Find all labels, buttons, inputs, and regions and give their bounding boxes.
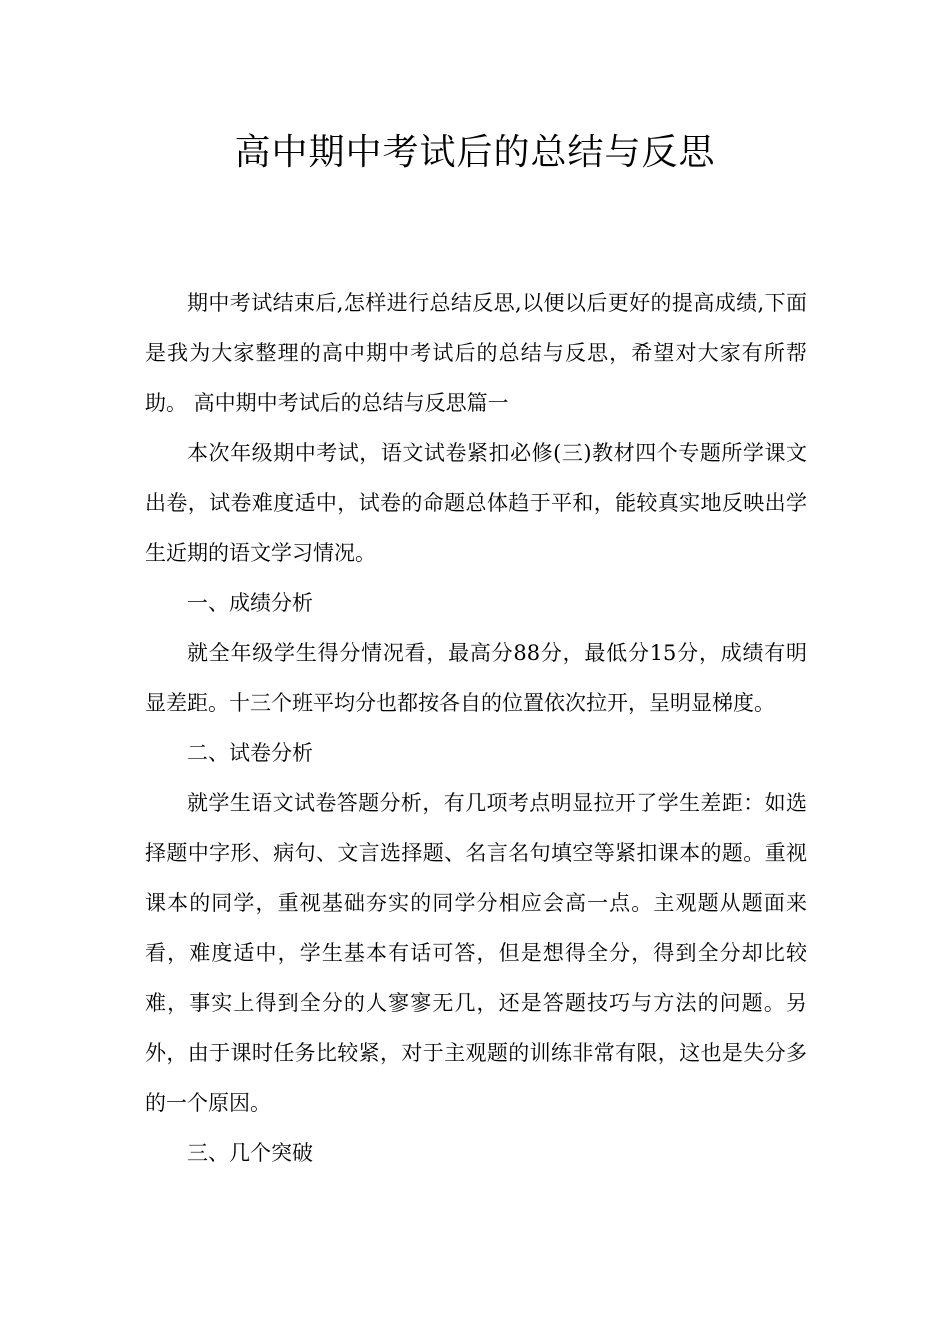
document-title: 高中期中考试后的总结与反思 <box>234 132 716 173</box>
paragraph-paper-analysis: 就学生语文试卷答题分析，有几项考点明显拉开了学生差距：如选择题中字形、病句、文言选择题、名言名句填空等紧扣课本的题。重视课本的同学，重视基础夯实的同学分相应会高一点。主观题从题面来看，难度适中，学生基本有话可答，但是想得全分，得到全分却比较难，事实上得到全分的人寥寥无几，还是答题技巧与方法的问题。另外，由于课时任务比较紧，对于主观题的训练非常有限，这也是失分多的一个原因。 <box>145 791 807 1115</box>
paragraph-score-analysis: 就全年级学生得分情况看，最高分88分，最低分15分，成绩有明显差距。十三个班平均分也都按各自的位置依次拉开，呈明显梯度。 <box>145 641 807 715</box>
paragraph-intro: 期中考试结束后,怎样进行总结反思,以便以后更好的提高成绩,下面是我为大家整理的高中期中考试后的总结与反思，希望对大家有所帮助。 高中期中考试后的总结与反思篇一 <box>145 291 807 415</box>
section-heading-paper-analysis: 二、试卷分析 <box>187 741 313 765</box>
section-heading-breakthroughs: 三、几个突破 <box>187 1141 313 1165</box>
section-heading-score-analysis: 一、成绩分析 <box>187 591 313 615</box>
paragraph-overview: 本次年级期中考试，语文试卷紧扣必修(三)教材四个专题所学课文出卷，试卷难度适中，试卷的命题总体趋于平和，能较真实地反映出学生近期的语文学习情况。 <box>145 441 807 565</box>
document-body <box>145 278 807 1178</box>
